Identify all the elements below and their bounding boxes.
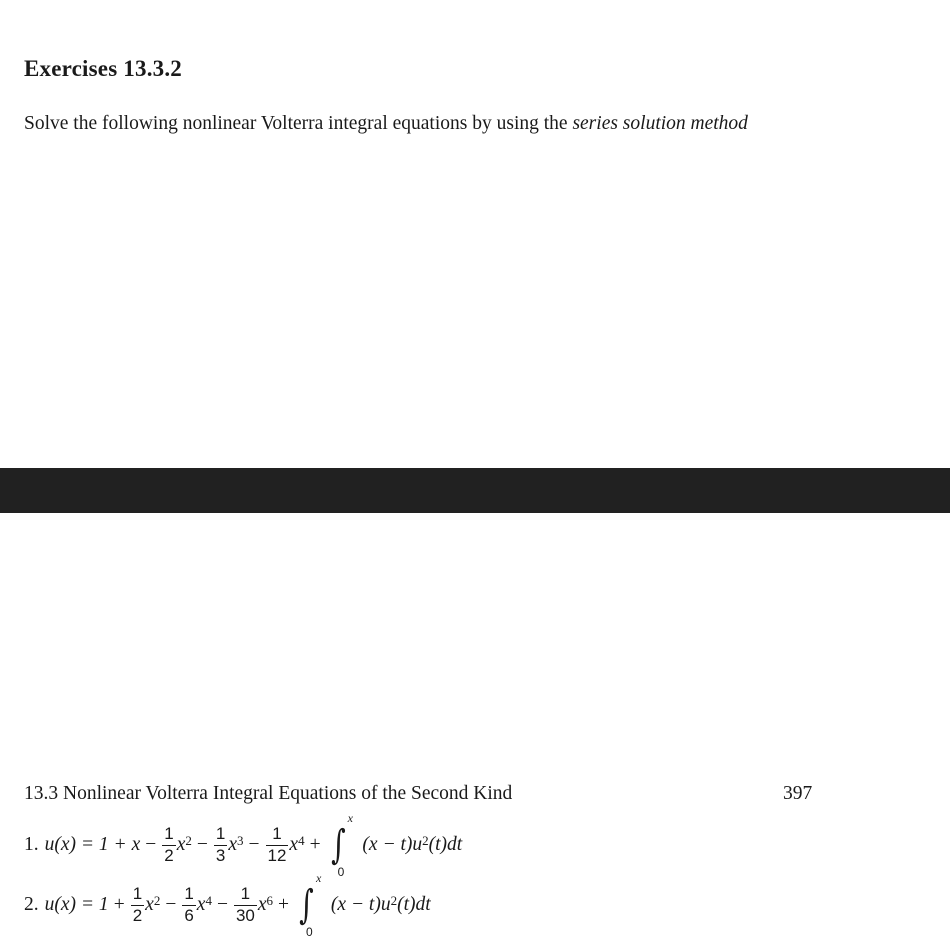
fraction	[162, 825, 175, 865]
instructions-emphasis: series solution method	[572, 113, 748, 134]
term-sign: −	[165, 894, 177, 915]
integral-sign-icon: ∫	[299, 882, 314, 928]
equation-number: 2.	[24, 894, 39, 915]
fraction	[182, 885, 195, 925]
integral-lower-limit: 0	[306, 925, 313, 939]
integral-upper-limit: x	[316, 871, 322, 885]
integral	[296, 871, 322, 939]
equation-number: 1.	[24, 834, 39, 855]
plus-sign: +	[278, 894, 290, 915]
section-heading: Exercises 13.3.2	[24, 56, 183, 81]
fraction-numerator: 1	[215, 824, 226, 843]
instructions-text: Solve the following nonlinear Volterra integral equations by using the	[24, 113, 573, 134]
running-head: 13.3 Nonlinear Volterra Integral Equations of the Second Kind	[24, 783, 513, 804]
fraction-numerator: 1	[184, 884, 194, 903]
integrand: (x − t)u	[330, 894, 391, 915]
term-sign: −	[196, 834, 208, 855]
term-variable: x	[176, 834, 186, 855]
exercise-instructions	[24, 112, 844, 136]
term-variable: x	[228, 834, 237, 855]
fraction-numerator: 1	[240, 884, 251, 903]
fraction	[266, 825, 289, 865]
integral-lower-limit: 0	[337, 865, 345, 879]
term-variable: x	[289, 834, 299, 855]
equation-lhs: u(x) = 1 + x	[44, 834, 141, 855]
fraction-denominator: 12	[267, 846, 287, 865]
fraction-denominator: 30	[235, 906, 255, 925]
page-number: 397	[783, 783, 813, 804]
fraction-numerator: 1	[272, 824, 282, 843]
fraction	[214, 825, 227, 865]
equation-lhs: u(x) = 1	[44, 894, 109, 915]
fraction-denominator: 6	[184, 906, 194, 925]
integral	[328, 811, 353, 879]
fraction-numerator: 1	[132, 884, 143, 903]
fraction	[234, 885, 257, 925]
lower-page	[0, 513, 950, 938]
term-variable: x	[196, 894, 206, 915]
page-separator	[0, 468, 950, 513]
integral-upper-limit: x	[347, 811, 353, 825]
fraction-denominator: 2	[132, 906, 143, 925]
fraction	[131, 885, 144, 925]
term-sign: +	[113, 894, 125, 915]
term-sign: −	[216, 894, 228, 915]
exercise-equation-2: 2. u(x) = 1 + $\frac{1}{2}$ x $^2$ − $\frac{1}{6}$ x $^4$ − $\frac{1}{30}$ x $^6$ + ∫ x 0 (x − t)u $^2$ (t)dt	[24, 871, 431, 939]
fraction-denominator: 3	[215, 846, 226, 865]
integral-sign-icon: ∫	[330, 822, 346, 868]
integrand-tail: (t)dt	[428, 834, 463, 855]
integrand: (x − t)u	[362, 834, 423, 855]
term-variable: x	[257, 894, 267, 915]
term-variable: x	[145, 894, 154, 915]
plus-sign: +	[309, 834, 321, 855]
term-sign: −	[145, 834, 157, 855]
upper-page	[0, 0, 950, 468]
term-sign: −	[248, 834, 260, 855]
integrand-tail: (t)dt	[397, 894, 431, 915]
exercise-equation-1: 1. u(x) = 1 + x − $\frac{1}{2}$ x $^2$ − $\frac{1}{3}$ x $^3$ − $\frac{1}{12}$ x $^4$ + ∫ x 0 (x − t)u $^2$ (t)dt	[24, 811, 463, 879]
fraction-numerator: 1	[164, 824, 174, 843]
fraction-denominator: 2	[164, 846, 174, 865]
